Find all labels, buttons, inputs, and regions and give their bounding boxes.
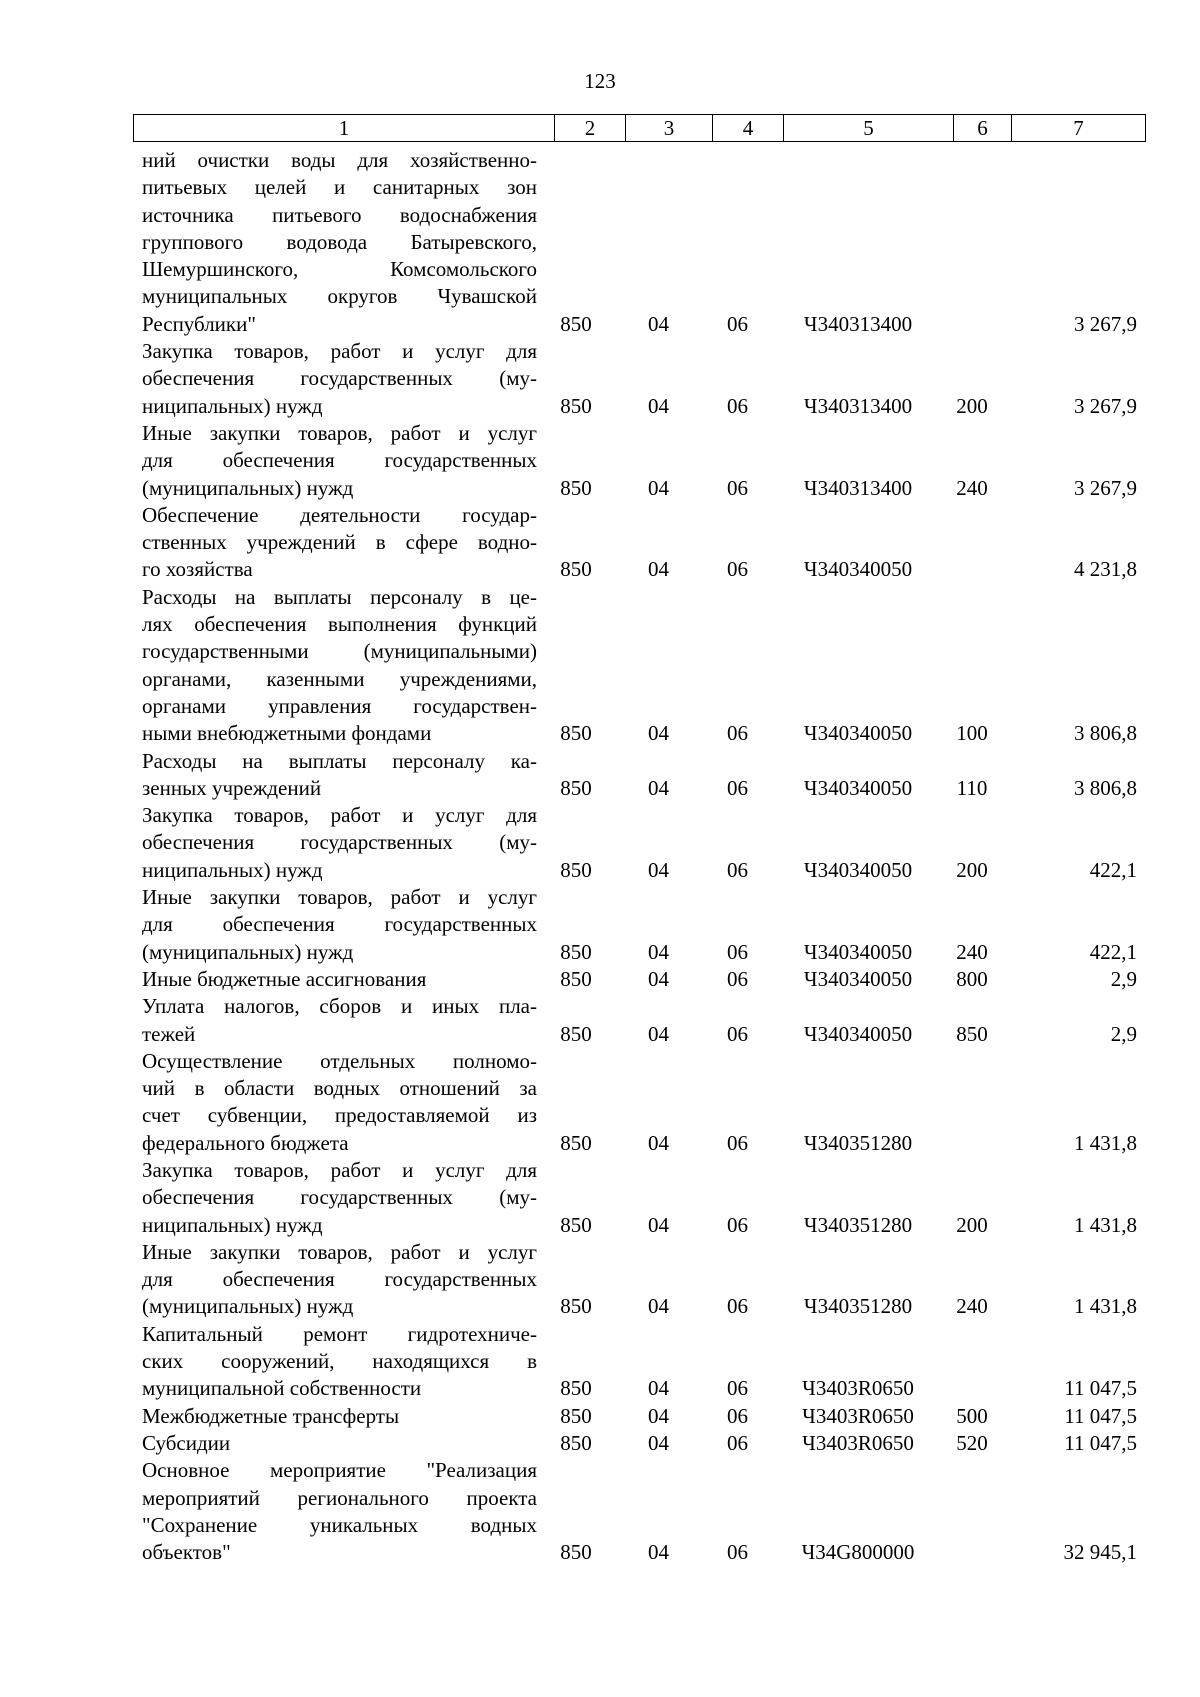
- ministry-code: 850: [560, 393, 592, 418]
- subsection-code: 06: [727, 1021, 748, 1046]
- section-code: 04: [648, 1376, 669, 1401]
- table-row: [0, 884, 1200, 966]
- amount-value: 1 431,8: [1074, 1212, 1137, 1237]
- expense-type-code: 200: [956, 393, 988, 418]
- description-line: государственными (муниципальными): [142, 639, 537, 664]
- table-row: [0, 1457, 1200, 1566]
- description-line: Иные бюджетные ассигнования: [142, 966, 427, 991]
- amount-value: 3 806,8: [1074, 721, 1137, 746]
- subsection-code: 06: [727, 1130, 748, 1155]
- table-row: [0, 502, 1200, 584]
- header-col-7: 7: [1012, 115, 1146, 142]
- description-line: органами управления государствен-: [142, 693, 537, 718]
- amount-value: 11 047,5: [1064, 1403, 1137, 1428]
- ministry-code: 850: [560, 1430, 592, 1455]
- amount-value: 3 806,8: [1074, 775, 1137, 800]
- ministry-code: 850: [560, 1540, 592, 1565]
- ministry-code: 850: [560, 475, 592, 500]
- expense-type-code: 520: [956, 1430, 988, 1455]
- section-code: 04: [648, 1403, 669, 1428]
- target-article-code: Ч340351280: [803, 1212, 913, 1237]
- subsection-code: 06: [727, 311, 748, 336]
- description-line: (муниципальных) нужд: [142, 475, 354, 500]
- ministry-code: 850: [560, 1294, 592, 1319]
- section-code: 04: [648, 1130, 669, 1155]
- description-line: Капитальный ремонт гидротехниче-: [142, 1321, 537, 1346]
- expense-type-code: 200: [956, 1212, 988, 1237]
- row-description: [142, 884, 537, 966]
- target-article-code: Ч340340050: [803, 1021, 913, 1046]
- ministry-code: 850: [560, 775, 592, 800]
- description-line: счет субвенции, предоставляемой из: [142, 1103, 537, 1128]
- section-code: 04: [648, 1430, 669, 1455]
- description-line: Республики": [142, 311, 256, 336]
- description-line: Закупка товаров, работ и услуг для: [142, 1157, 537, 1182]
- row-description: [142, 502, 537, 584]
- description-line: Закупка товаров, работ и услуг для: [142, 803, 537, 828]
- description-line: Основное мероприятие "Реализация: [142, 1458, 537, 1483]
- subsection-code: 06: [727, 939, 748, 964]
- description-line: ниципальных) нужд: [142, 393, 323, 418]
- description-line: муниципальных округов Чувашской: [142, 284, 537, 309]
- ministry-code: 850: [560, 1376, 592, 1401]
- description-line: (муниципальных) нужд: [142, 1294, 354, 1319]
- description-line: группового водовода Батыревского,: [142, 229, 537, 254]
- description-line: для обеспечения государственных: [142, 448, 537, 473]
- subsection-code: 06: [727, 857, 748, 882]
- target-article-code: Ч340340050: [803, 939, 913, 964]
- description-line: ских сооружений, находящихся в: [142, 1349, 537, 1374]
- table-row: [0, 584, 1200, 748]
- section-code: 04: [648, 721, 669, 746]
- ministry-code: 850: [560, 1212, 592, 1237]
- amount-value: 422,1: [1089, 939, 1137, 964]
- subsection-code: 06: [727, 775, 748, 800]
- column-number-header: [133, 114, 1146, 142]
- description-line: ниципальных) нужд: [142, 857, 323, 882]
- row-description: [142, 993, 537, 1048]
- target-article-code: Ч340340050: [803, 775, 913, 800]
- expense-type-code: 240: [956, 939, 988, 964]
- target-article-code: Ч340340050: [803, 557, 913, 582]
- row-description: [142, 748, 537, 803]
- description-line: Закупка товаров, работ и услуг для: [142, 339, 537, 364]
- subsection-code: 06: [727, 721, 748, 746]
- table-row: [0, 1239, 1200, 1321]
- section-code: 04: [648, 1540, 669, 1565]
- amount-value: 3 267,9: [1074, 393, 1137, 418]
- amount-value: 1 431,8: [1074, 1130, 1137, 1155]
- description-line: зенных учреждений: [142, 775, 322, 800]
- description-line: муниципальной собственности: [142, 1376, 422, 1401]
- description-line: Иные закупки товаров, работ и услуг: [142, 420, 537, 445]
- description-line: обеспечения государственных (му-: [142, 366, 537, 391]
- table-row: [0, 147, 1200, 338]
- subsection-code: 06: [727, 475, 748, 500]
- ministry-code: 850: [560, 966, 592, 991]
- section-code: 04: [648, 966, 669, 991]
- ministry-code: 850: [560, 721, 592, 746]
- description-line: ственных учреждений в сфере водно-: [142, 530, 537, 555]
- description-line: Субсидии: [142, 1430, 231, 1455]
- row-description: [142, 1403, 537, 1430]
- subsection-code: 06: [727, 557, 748, 582]
- expense-type-code: 200: [956, 857, 988, 882]
- target-article-code: Ч340313400: [803, 311, 913, 336]
- description-line: Шемуршинского, Комсомольского: [142, 257, 537, 282]
- section-code: 04: [648, 1212, 669, 1237]
- target-article-code: Ч340351280: [803, 1294, 913, 1319]
- section-code: 04: [648, 311, 669, 336]
- description-line: мероприятий регионального проекта: [142, 1485, 537, 1510]
- description-line: Межбюджетные трансферты: [142, 1403, 400, 1428]
- table-row: [0, 420, 1200, 502]
- header-col-5: 5: [784, 115, 954, 142]
- amount-value: 1 431,8: [1074, 1294, 1137, 1319]
- row-description: [142, 1321, 537, 1403]
- table-row: [0, 993, 1200, 1048]
- description-line: ниципальных) нужд: [142, 1212, 323, 1237]
- description-line: обеспечения государственных (му-: [142, 1185, 537, 1210]
- amount-value: 3 267,9: [1074, 311, 1137, 336]
- target-article-code: Ч3403R0650: [802, 1430, 914, 1455]
- description-line: для обеспечения государственных: [142, 912, 537, 937]
- target-article-code: Ч340340050: [803, 857, 913, 882]
- description-line: Иные закупки товаров, работ и услуг: [142, 1239, 537, 1264]
- ministry-code: 850: [560, 1403, 592, 1428]
- row-description: [142, 147, 537, 338]
- budget-table-body: [0, 147, 1200, 1566]
- description-line: обеспечения государственных (му-: [142, 830, 537, 855]
- target-article-code: Ч340313400: [803, 393, 913, 418]
- description-line: источника питьевого водоснабжения: [142, 202, 537, 227]
- row-description: [142, 584, 537, 748]
- subsection-code: 06: [727, 1403, 748, 1428]
- row-description: [142, 420, 537, 502]
- description-line: Обеспечение деятельности государ-: [142, 502, 537, 527]
- table-row: [0, 1321, 1200, 1403]
- subsection-code: 06: [727, 1212, 748, 1237]
- subsection-code: 06: [727, 1376, 748, 1401]
- ministry-code: 850: [560, 1021, 592, 1046]
- section-code: 04: [648, 939, 669, 964]
- section-code: 04: [648, 393, 669, 418]
- description-line: объектов": [142, 1540, 231, 1565]
- table-row: [0, 802, 1200, 884]
- row-description: [142, 966, 537, 993]
- section-code: 04: [648, 1021, 669, 1046]
- target-article-code: Ч340340050: [803, 966, 913, 991]
- row-description: [142, 802, 537, 884]
- amount-value: 422,1: [1089, 857, 1137, 882]
- expense-type-code: 240: [956, 475, 988, 500]
- amount-value: 32 945,1: [1063, 1540, 1137, 1565]
- amount-value: 11 047,5: [1064, 1430, 1137, 1455]
- row-description: [142, 338, 537, 420]
- expense-type-code: 500: [956, 1403, 988, 1428]
- table-row: [0, 1048, 1200, 1157]
- subsection-code: 06: [727, 393, 748, 418]
- header-col-3: 3: [626, 115, 713, 142]
- amount-value: 2,9: [1110, 966, 1137, 991]
- description-line: питьевых целей и санитарных зон: [142, 175, 537, 200]
- subsection-code: 06: [727, 1430, 748, 1455]
- row-description: [142, 1239, 537, 1321]
- table-row: [0, 1157, 1200, 1239]
- description-line: лях обеспечения выполнения функций: [142, 612, 537, 637]
- table-row: [0, 1430, 1200, 1457]
- row-description: [142, 1048, 537, 1157]
- ministry-code: 850: [560, 857, 592, 882]
- expense-type-code: 110: [956, 775, 988, 800]
- target-article-code: Ч34G800000: [801, 1540, 915, 1565]
- target-article-code: Ч3403R0650: [802, 1403, 914, 1428]
- ministry-code: 850: [560, 1130, 592, 1155]
- row-description: [142, 1457, 537, 1566]
- description-line: для обеспечения государственных: [142, 1267, 537, 1292]
- section-code: 04: [648, 1294, 669, 1319]
- header-col-1: 1: [134, 115, 555, 142]
- expense-type-code: 850: [956, 1021, 988, 1046]
- amount-value: 11 047,5: [1064, 1376, 1137, 1401]
- section-code: 04: [648, 775, 669, 800]
- target-article-code: Ч3403R0650: [802, 1376, 914, 1401]
- table-row: [0, 338, 1200, 420]
- description-line: Иные закупки товаров, работ и услуг: [142, 885, 537, 910]
- description-line: органами, казенными учреждениями,: [142, 666, 537, 691]
- description-line: (муниципальных) нужд: [142, 939, 354, 964]
- description-line: тежей: [142, 1021, 196, 1046]
- ministry-code: 850: [560, 311, 592, 336]
- expense-type-code: 240: [956, 1294, 988, 1319]
- description-line: ний очистки воды для хозяйственно-: [142, 148, 537, 172]
- description-line: Расходы на выплаты персоналу в це-: [142, 584, 537, 609]
- subsection-code: 06: [727, 966, 748, 991]
- table-row: [0, 1403, 1200, 1430]
- target-article-code: Ч340351280: [803, 1130, 913, 1155]
- description-line: ными внебюджетными фондами: [142, 721, 432, 746]
- row-description: [142, 1157, 537, 1239]
- description-line: го хозяйства: [142, 557, 253, 582]
- ministry-code: 850: [560, 557, 592, 582]
- table-row: [0, 966, 1200, 993]
- description-line: федерального бюджета: [142, 1130, 349, 1155]
- expense-type-code: 800: [956, 966, 988, 991]
- description-line: Расходы на выплаты персоналу ка-: [142, 748, 537, 773]
- description-line: чий в области водных отношений за: [142, 1076, 537, 1101]
- header-col-4: 4: [713, 115, 784, 142]
- description-line: Уплата налогов, сборов и иных пла-: [142, 994, 537, 1019]
- amount-value: 3 267,9: [1074, 475, 1137, 500]
- header-col-2: 2: [555, 115, 626, 142]
- target-article-code: Ч340340050: [803, 721, 913, 746]
- section-code: 04: [648, 475, 669, 500]
- row-description: [142, 1430, 537, 1457]
- table-row: [0, 748, 1200, 803]
- ministry-code: 850: [560, 939, 592, 964]
- header-col-6: 6: [954, 115, 1012, 142]
- section-code: 04: [648, 857, 669, 882]
- amount-value: 4 231,8: [1074, 557, 1137, 582]
- page-number: 123: [584, 69, 616, 93]
- description-line: "Сохранение уникальных водных: [142, 1512, 537, 1537]
- description-line: Осуществление отдельных полномо-: [142, 1048, 537, 1073]
- expense-type-code: 100: [956, 721, 988, 746]
- section-code: 04: [648, 557, 669, 582]
- subsection-code: 06: [727, 1294, 748, 1319]
- subsection-code: 06: [727, 1540, 748, 1565]
- header-row: [134, 115, 1146, 142]
- amount-value: 2,9: [1110, 1021, 1137, 1046]
- target-article-code: Ч340313400: [803, 475, 913, 500]
